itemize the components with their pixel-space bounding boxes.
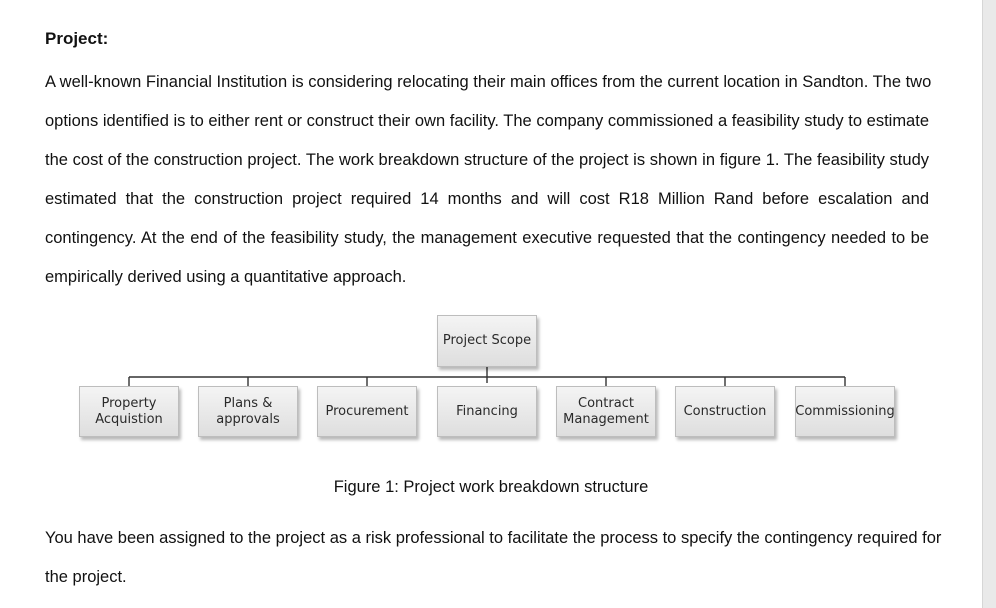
paragraph-line: A well-known Financial Institution is considering relocating their main offices from the current location in Sandton. The two bbox=[45, 73, 932, 91]
paragraph-line: the cost of the construction project. The work breakdown structure of the project is shown in figure 1. The feasibility study bbox=[45, 151, 929, 169]
paragraph-line: empirically derived using a quantitative approach. bbox=[45, 268, 407, 286]
wbs-node-plans-approvals: Plans & approvals bbox=[198, 386, 298, 437]
closing-line: You have been assigned to the project as a risk professional to facilitate the process to specify the contingency required for bbox=[45, 529, 942, 547]
wbs-node-commissioning: Commissioning bbox=[795, 386, 895, 437]
project-heading: Project: bbox=[45, 29, 109, 48]
paragraph-line: options identified is to either rent or construct their own facility. The company commissioned a feasibility study to estimate bbox=[45, 112, 929, 130]
wbs-node-contract-management: Contract Management bbox=[556, 386, 656, 437]
wbs-node-construction: Construction bbox=[675, 386, 775, 437]
paragraph-line: contingency. At the end of the feasibility study, the management executive requested that the contingency needed to be bbox=[45, 229, 929, 247]
figure-caption: Figure 1: Project work breakdown structure bbox=[333, 478, 649, 496]
closing-line: the project. bbox=[45, 568, 127, 586]
wbs-node-procurement: Procurement bbox=[317, 386, 417, 437]
wbs-root-project-scope: Project Scope bbox=[437, 315, 537, 367]
wbs-node-financing: Financing bbox=[437, 386, 537, 437]
wbs-node-property-acquisition: Property Acquistion bbox=[79, 386, 179, 437]
paragraph-line: estimated that the construction project required 14 months and will cost R18 Million Rand before escalation and bbox=[45, 190, 929, 208]
window-scroll-gutter[interactable] bbox=[982, 0, 996, 608]
